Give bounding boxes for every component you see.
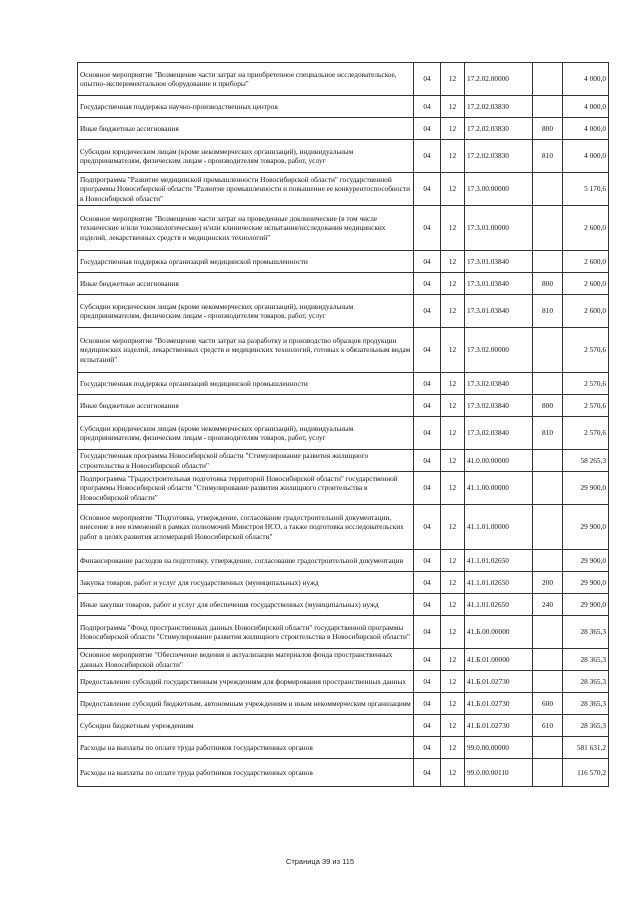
- row-name-cell: Расходы на выплаты по оплате труда работников государственных органов: [78, 759, 414, 787]
- row-expense-type-cell: 810: [533, 417, 563, 450]
- row-amount-cell: 2 600,0: [563, 273, 609, 295]
- row-amount-cell: 4 000,0: [563, 118, 609, 140]
- row-target-article-cell: 41.1.01.00000: [465, 505, 533, 550]
- row-amount-cell: 2 600,0: [563, 295, 609, 328]
- row-expense-type-cell: [533, 373, 563, 395]
- row-name-cell: Иные закупки товаров, работ и услуг для обеспечения государственных (муниципальных) нужд: [78, 594, 414, 616]
- row-target-article-cell: 17.3.02.03840: [465, 417, 533, 450]
- row-name-cell: Подпрограмма "Фонд пространственных данных Новосибирской области" государственной программы Новосибирской области "Стимулирование развития жилищного строительства в Новосибирской области": [78, 616, 414, 649]
- row-expense-type-cell: 800: [533, 273, 563, 295]
- table-row: [78, 373, 609, 395]
- row-subsection-cell: 12: [441, 594, 465, 616]
- row-expense-type-cell: [533, 173, 563, 206]
- row-amount-cell: 58 265,3: [563, 450, 609, 472]
- table-row: [78, 395, 609, 417]
- row-subsection-cell: 12: [441, 295, 465, 328]
- table-row: [78, 572, 609, 594]
- row-expense-type-cell: [533, 505, 563, 550]
- row-name-cell: Иные бюджетные ассигнования: [78, 273, 414, 295]
- row-expense-type-cell: 240: [533, 594, 563, 616]
- row-target-article-cell: 99.0.00.00000: [465, 737, 533, 759]
- row-target-article-cell: 41.Б.01.02730: [465, 693, 533, 715]
- row-amount-cell: 2 570,6: [563, 328, 609, 373]
- row-target-article-cell: 41.1.01.02650: [465, 550, 533, 572]
- table-row: [78, 328, 609, 373]
- row-section-cell: 04: [414, 273, 441, 295]
- row-subsection-cell: 12: [441, 140, 465, 173]
- row-expense-type-cell: [533, 759, 563, 787]
- row-name-cell: Субсидии юридическим лицам (кроме некоммерческих организаций), индивидуальным предпринимателям, физическим лицам - производителям товаров, работ, услуг: [78, 295, 414, 328]
- row-expense-type-cell: [533, 450, 563, 472]
- table-row: [78, 594, 609, 616]
- row-name-cell: Субсидии бюджетным учреждениям: [78, 715, 414, 737]
- row-subsection-cell: 12: [441, 693, 465, 715]
- row-target-article-cell: 41.Б.00.00000: [465, 616, 533, 649]
- row-name-cell: Государственная поддержка научно-производственных центров: [78, 96, 414, 118]
- row-amount-cell: 29 900,0: [563, 550, 609, 572]
- row-expense-type-cell: 810: [533, 140, 563, 173]
- row-amount-cell: 28 365,3: [563, 616, 609, 649]
- page-number: Страница 39 из 115: [285, 857, 355, 866]
- row-name-cell: Предоставление субсидий бюджетным, автономным учреждениям и иным некоммерческим организациям: [78, 693, 414, 715]
- row-expense-type-cell: 800: [533, 395, 563, 417]
- row-section-cell: 04: [414, 671, 441, 693]
- row-expense-type-cell: [533, 671, 563, 693]
- row-section-cell: 04: [414, 759, 441, 787]
- row-expense-type-cell: [533, 328, 563, 373]
- table-row: [78, 737, 609, 759]
- row-amount-cell: 28 365,3: [563, 715, 609, 737]
- row-amount-cell: 116 570,2: [563, 759, 609, 787]
- row-subsection-cell: 12: [441, 251, 465, 273]
- row-target-article-cell: 41.0.00.00000: [465, 450, 533, 472]
- row-amount-cell: 28 365,3: [563, 649, 609, 671]
- row-section-cell: 04: [414, 63, 441, 96]
- row-expense-type-cell: [533, 206, 563, 251]
- row-name-cell: Закупка товаров, работ и услуг для государственных (муниципальных) нужд: [78, 572, 414, 594]
- row-target-article-cell: 17.3.01.00000: [465, 206, 533, 251]
- row-target-article-cell: 99.0.00.00110: [465, 759, 533, 787]
- row-subsection-cell: 12: [441, 572, 465, 594]
- row-name-cell: Финансирование расходов на подготовку, утверждение, согласование градостроительной документации: [78, 550, 414, 572]
- row-section-cell: 04: [414, 417, 441, 450]
- row-expense-type-cell: 600: [533, 693, 563, 715]
- row-section-cell: 04: [414, 173, 441, 206]
- row-expense-type-cell: [533, 251, 563, 273]
- row-name-cell: Иные бюджетные ассигнования: [78, 395, 414, 417]
- row-section-cell: 04: [414, 693, 441, 715]
- row-amount-cell: 4 000,0: [563, 96, 609, 118]
- row-subsection-cell: 12: [441, 417, 465, 450]
- row-section-cell: 04: [414, 373, 441, 395]
- table-row: [78, 173, 609, 206]
- row-section-cell: 04: [414, 96, 441, 118]
- row-expense-type-cell: [533, 649, 563, 671]
- row-expense-type-cell: 610: [533, 715, 563, 737]
- table-row: [78, 206, 609, 251]
- row-amount-cell: 29 900,0: [563, 594, 609, 616]
- row-target-article-cell: 41.1.01.02650: [465, 572, 533, 594]
- row-subsection-cell: 12: [441, 273, 465, 295]
- row-subsection-cell: 12: [441, 715, 465, 737]
- row-name-cell: Основное мероприятие "Обеспечение ведения и актуализации материалов фонда пространственных данных Новосибирской области": [78, 649, 414, 671]
- row-target-article-cell: 41.1.01.02650: [465, 594, 533, 616]
- table-row: [78, 450, 609, 472]
- budget-table: [77, 62, 609, 787]
- row-subsection-cell: 12: [441, 737, 465, 759]
- table-row: [78, 273, 609, 295]
- row-section-cell: 04: [414, 737, 441, 759]
- row-subsection-cell: 12: [441, 616, 465, 649]
- row-name-cell: Подпрограмма "Градостроительная подготовка территорий Новосибирской области" государственной программы Новосибирской области "Стимулирование развития жилищного строительства в Новосибирской области": [78, 472, 414, 505]
- table-row: [78, 96, 609, 118]
- table-row: [78, 505, 609, 550]
- row-expense-type-cell: [533, 737, 563, 759]
- row-section-cell: 04: [414, 550, 441, 572]
- row-expense-type-cell: [533, 616, 563, 649]
- row-expense-type-cell: [533, 472, 563, 505]
- table-row: [78, 759, 609, 787]
- row-name-cell: Государственная поддержка организаций медицинской промышленности: [78, 373, 414, 395]
- row-name-cell: Основное мероприятие "Возмещение части затрат на проведенные доклинические (в том числе технические и/или токсикологические) и/или клинические испытания/исследования медицинских изделий, лекарственных средств и медицинских технологий": [78, 206, 414, 251]
- row-target-article-cell: 17.3.02.00000: [465, 328, 533, 373]
- row-amount-cell: 29 900,0: [563, 505, 609, 550]
- row-section-cell: 04: [414, 328, 441, 373]
- row-amount-cell: 29 900,0: [563, 472, 609, 505]
- row-subsection-cell: 12: [441, 63, 465, 96]
- table-row: [78, 715, 609, 737]
- row-amount-cell: 2 600,0: [563, 206, 609, 251]
- table-row: [78, 118, 609, 140]
- row-target-article-cell: 17.2.02.00000: [465, 63, 533, 96]
- table-row: [78, 472, 609, 505]
- row-subsection-cell: 12: [441, 505, 465, 550]
- row-target-article-cell: 17.3.00.00000: [465, 173, 533, 206]
- row-amount-cell: 2 570,6: [563, 373, 609, 395]
- table-row: [78, 550, 609, 572]
- row-section-cell: 04: [414, 649, 441, 671]
- table-row: [78, 417, 609, 450]
- row-section-cell: 04: [414, 616, 441, 649]
- row-amount-cell: 2 570,6: [563, 395, 609, 417]
- row-target-article-cell: 17.3.01.03840: [465, 273, 533, 295]
- row-expense-type-cell: 800: [533, 118, 563, 140]
- table-row: [78, 616, 609, 649]
- table-row: [78, 671, 609, 693]
- row-subsection-cell: 12: [441, 671, 465, 693]
- row-section-cell: 04: [414, 572, 441, 594]
- row-amount-cell: 2 570,6: [563, 417, 609, 450]
- table-row: [78, 63, 609, 96]
- row-target-article-cell: 41.1.00.00000: [465, 472, 533, 505]
- row-subsection-cell: 12: [441, 328, 465, 373]
- row-name-cell: Субсидии юридическим лицам (кроме некоммерческих организаций), индивидуальным предпринимателям, физическим лицам - производителям товаров, работ, услуг: [78, 417, 414, 450]
- row-target-article-cell: 17.2.02.03830: [465, 118, 533, 140]
- row-target-article-cell: 17.3.01.03840: [465, 251, 533, 273]
- row-target-article-cell: 41.Б.01.02730: [465, 715, 533, 737]
- row-name-cell: Иные бюджетные ассигнования: [78, 118, 414, 140]
- row-subsection-cell: 12: [441, 450, 465, 472]
- row-section-cell: 04: [414, 594, 441, 616]
- row-section-cell: 04: [414, 251, 441, 273]
- row-amount-cell: 2 600,0: [563, 251, 609, 273]
- row-name-cell: Основное мероприятие "Возмещение части затрат на приобретенное специальное исследовательское, опытно-экспериментальное оборудование и приборы": [78, 63, 414, 96]
- row-amount-cell: 4 000,0: [563, 63, 609, 96]
- row-section-cell: 04: [414, 140, 441, 173]
- row-subsection-cell: 12: [441, 373, 465, 395]
- row-expense-type-cell: [533, 63, 563, 96]
- row-name-cell: Подпрограмма "Развитие медицинской промышленности Новосибирской области" государственной программы Новосибирской области "Развитие промышленности и повышение ее конкурентоспособности в Новосибирской области": [78, 173, 414, 206]
- row-amount-cell: 4 000,0: [563, 140, 609, 173]
- row-name-cell: Субсидии юридическим лицам (кроме некоммерческих организаций), индивидуальным предпринимателям, физическим лицам - производителям товаров, работ, услуг: [78, 140, 414, 173]
- row-section-cell: 04: [414, 450, 441, 472]
- row-subsection-cell: 12: [441, 759, 465, 787]
- row-target-article-cell: 17.3.02.03840: [465, 395, 533, 417]
- row-subsection-cell: 12: [441, 96, 465, 118]
- row-section-cell: 04: [414, 472, 441, 505]
- row-subsection-cell: 12: [441, 118, 465, 140]
- row-section-cell: 04: [414, 206, 441, 251]
- row-name-cell: Основное мероприятие "Подготовка, утверждение, согласование градостроительной документации, внесение в нее изменений в рамках полномочий Минстроя НСО, а также подготовка исследовательских работ в целях развития агломераций Новосибирской области": [78, 505, 414, 550]
- row-amount-cell: 29 900,0: [563, 572, 609, 594]
- row-subsection-cell: 12: [441, 550, 465, 572]
- row-section-cell: 04: [414, 395, 441, 417]
- row-target-article-cell: 41.Б.01.00000: [465, 649, 533, 671]
- row-amount-cell: 5 170,6: [563, 173, 609, 206]
- row-amount-cell: 581 631,2: [563, 737, 609, 759]
- row-target-article-cell: 17.3.01.03840: [465, 295, 533, 328]
- row-target-article-cell: 17.2.02.03830: [465, 140, 533, 173]
- row-expense-type-cell: [533, 550, 563, 572]
- table-row: [78, 649, 609, 671]
- row-subsection-cell: 12: [441, 173, 465, 206]
- row-target-article-cell: 17.2.02.03830: [465, 96, 533, 118]
- row-amount-cell: 28 365,3: [563, 693, 609, 715]
- table-row: [78, 140, 609, 173]
- row-subsection-cell: 12: [441, 206, 465, 251]
- row-name-cell: Основное мероприятие "Возмещение части затрат на разработку и производство образцов продукции медицинских изделий, лекарственных средств и медицинских технологий, готовых к обязательным видам испытаний": [78, 328, 414, 373]
- row-expense-type-cell: 200: [533, 572, 563, 594]
- row-subsection-cell: 12: [441, 472, 465, 505]
- row-name-cell: Государственная программа Новосибирской области "Стимулирование развития жилищного строительства в Новосибирской области": [78, 450, 414, 472]
- row-name-cell: Расходы на выплаты по оплате труда работников государственных органов: [78, 737, 414, 759]
- row-amount-cell: 28 365,3: [563, 671, 609, 693]
- row-expense-type-cell: [533, 96, 563, 118]
- row-target-article-cell: 17.3.02.03840: [465, 373, 533, 395]
- row-section-cell: 04: [414, 505, 441, 550]
- table-row: [78, 295, 609, 328]
- row-target-article-cell: 41.Б.01.02730: [465, 671, 533, 693]
- row-subsection-cell: 12: [441, 395, 465, 417]
- table-row: [78, 693, 609, 715]
- row-subsection-cell: 12: [441, 649, 465, 671]
- row-name-cell: Предоставление субсидий государственным учреждениям для формирования пространственных данных: [78, 671, 414, 693]
- table-row: [78, 251, 609, 273]
- row-section-cell: 04: [414, 715, 441, 737]
- budget-table-body: [78, 63, 609, 787]
- row-expense-type-cell: 810: [533, 295, 563, 328]
- row-section-cell: 04: [414, 295, 441, 328]
- row-name-cell: Государственная поддержка организаций медицинской промышленности: [78, 251, 414, 273]
- row-section-cell: 04: [414, 118, 441, 140]
